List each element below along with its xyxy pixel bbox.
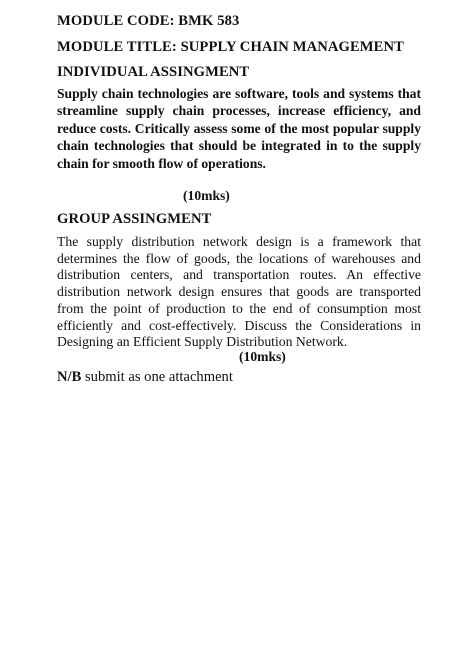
submission-note-prefix: N/B <box>57 369 82 385</box>
individual-assignment-heading: INDIVIDUAL ASSINGMENT <box>57 64 250 80</box>
individual-assignment-question: Supply chain technologies are software, tools and systems that streamline supply chain processes, increase efficiency, and reduce costs. Critically assess some of the most popular supply chain technologies that should be integrated in to the supply chain for smooth flow of operations. <box>57 86 421 171</box>
module-title: MODULE TITLE: SUPPLY CHAIN MANAGEMENT <box>57 39 404 55</box>
submission-note <box>57 368 233 386</box>
group-assignment-marks: (10mks) <box>239 349 286 364</box>
submission-note-text: submit as one attachment <box>81 369 233 385</box>
module-code: MODULE CODE: BMK 583 <box>57 13 240 29</box>
group-assignment-question: The supply distribution network design is a framework that determines the flow of goods, the locations of warehouses and distribution centers, and transportation routes. An effective distribution network design ensures that goods are transported from the point of production to the end of consumption most efficiently and cost-effectively. Discuss the Considerations in Designing an Efficient Supply Distribution Network. <box>57 234 421 350</box>
individual-assignment-marks: (10mks) <box>183 188 230 203</box>
group-assignment-heading: GROUP ASSINGMENT <box>57 211 212 227</box>
